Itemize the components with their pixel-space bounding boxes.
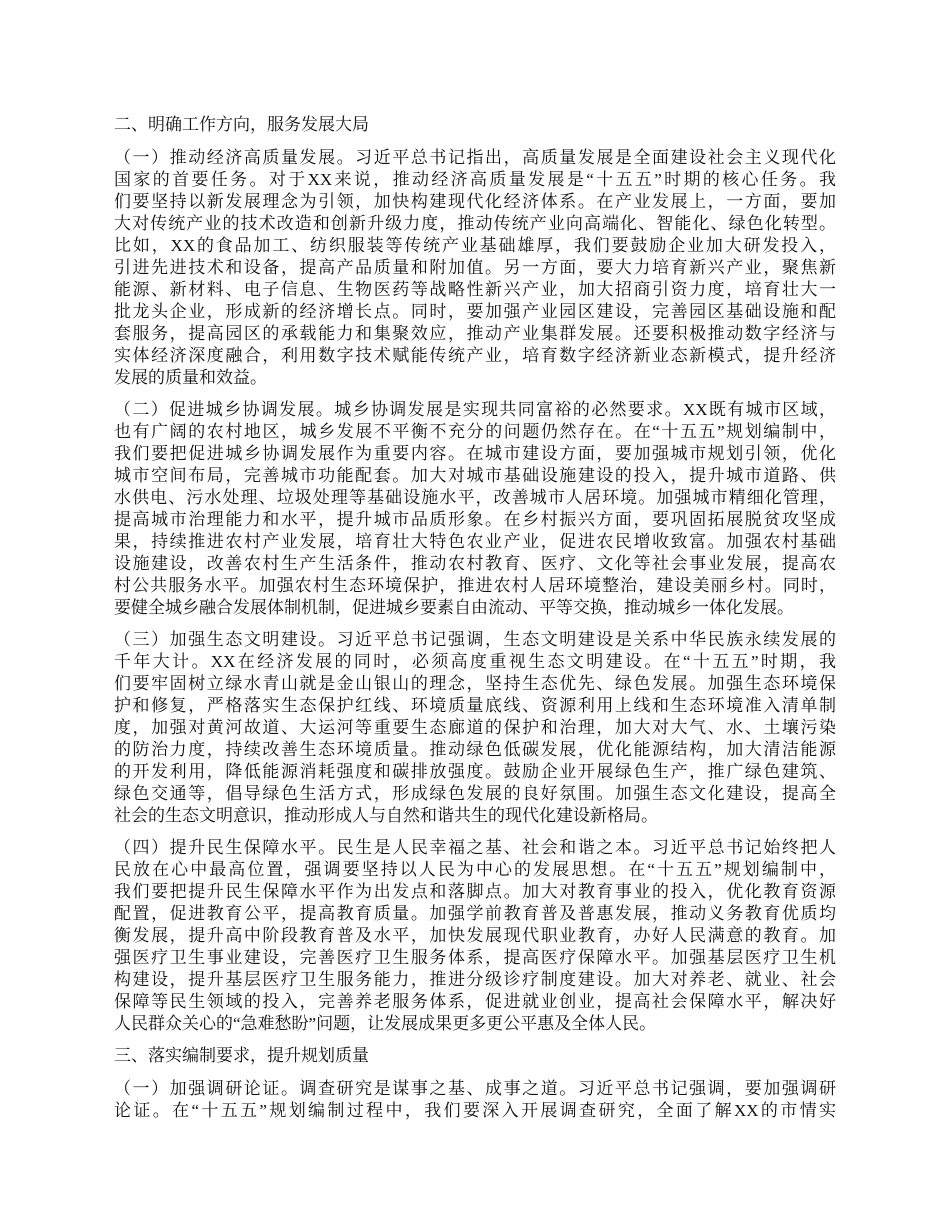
text-line: 护和修复，严格落实生态保护红线、环境质量底线、资源利用上线和生态环境准入清单制 (114, 696, 836, 715)
section-heading (114, 114, 836, 136)
text-line: 引进先进技术和设备，提高产品质量和附加值。另一方面，要大力培育新兴产业，聚焦新 (114, 258, 836, 277)
text-line: 千年大计。XX在经济发展的同时，必须高度重视生态文明建设。在“十五五”时期，我 (114, 652, 836, 671)
section-heading (114, 1045, 836, 1067)
text-line: 发展的质量和效益。 (114, 368, 267, 387)
text-line: 套服务，提高园区的承载能力和集聚效应，推动产业集群发展。还要积极推动数字经济与 (114, 324, 836, 343)
text-line: 配置，促进教育公平，提高教育质量。加强学前教育普及普惠发展，推动义务教育优质均 (114, 904, 836, 923)
text-line: 人民群众关心的“急难愁盼”问题，让发展成果更多更公平惠及全体人民。 (114, 1014, 657, 1033)
text-line: 民放在心中最高位置，强调要坚持以人民为中心的发展思想。在“十五五”规划编制中， (114, 860, 836, 879)
text-line: 我们要把促进城乡协调发展作为重要内容。在城市建设方面，要加强城市规划引领，优化 (114, 444, 836, 463)
text-line: （四）提升民生保障水平。民生是人民幸福之基、社会和谐之本。习近平总书记始终把人 (114, 838, 836, 857)
text-line: 三、落实编制要求，提升规划质量 (114, 1046, 369, 1065)
text-line: 论证。在“十五五”规划编制过程中，我们要深入开展调查研究，全面了解XX的市情实 (114, 1101, 836, 1120)
text-line: 也有广阔的农村地区，城乡发展不平衡不充分的问题仍然存在。在“十五五”规划编制中， (114, 422, 836, 441)
text-line: 衡发展，提升高中阶段教育普及水平，加快发展现代职业教育，办好人民满意的教育。加 (114, 926, 836, 945)
text-line: 构建设，提升基层医疗卫生服务能力，推进分级诊疗制度建设。加大对养老、就业、社会 (114, 970, 836, 989)
text-line: 二、明确工作方向，服务发展大局 (114, 115, 369, 134)
text-line: 实体经济深度融合，利用数字技术赋能传统产业，培育数字经济新业态新模式，提升经济 (114, 346, 836, 365)
text-line: 设施建设，改善农村生产生活条件，推动农村教育、医疗、文化等社会事业发展，提高农 (114, 554, 836, 573)
paragraph (114, 399, 836, 619)
text-line: 果，持续推进农村产业发展，培育壮大特色农业产业，促进农民增收致富。加强农村基础 (114, 532, 836, 551)
text-line: 要健全城乡融合发展体制机制，促进城乡要素自由流动、平等交换，推动城乡一体化发展。 (114, 598, 794, 617)
text-line: （二）促进城乡协调发展。城乡协调发展是实现共同富裕的必然要求。XX既有城市区域， (114, 400, 836, 419)
text-line: （一）推动经济高质量发展。习近平总书记指出，高质量发展是全面建设社会主义现代化 (114, 148, 836, 167)
paragraph (114, 629, 836, 827)
text-line: 的开发利用，降低能源消耗强度和碳排放强度。鼓励企业开展绿色生产，推广绿色建筑、 (114, 762, 836, 781)
text-line: 大对传统产业的技术改造和创新升级力度，推动传统产业向高端化、智能化、绿色化转型。 (114, 214, 836, 233)
text-line: 能源、新材料、电子信息、生物医药等战略性新兴产业，加大招商引资力度，培育壮大一 (114, 280, 836, 299)
paragraph (114, 1078, 836, 1122)
paragraph (114, 147, 836, 389)
text-line: 提高城市治理能力和水平，提升城市品质形象。在乡村振兴方面，要巩固拓展脱贫攻坚成 (114, 510, 836, 529)
text-line: 批龙头企业，形成新的经济增长点。同时，要加强产业园区建设，完善园区基础设施和配 (114, 302, 836, 321)
text-line: 我们要把提升民生保障水平作为出发点和落脚点。加大对教育事业的投入，优化教育资源 (114, 882, 836, 901)
text-line: （一）加强调研论证。调查研究是谋事之基、成事之道。习近平总书记强调，要加强调研 (114, 1079, 836, 1098)
text-line: 们要牢固树立绿水青山就是金山银山的理念，坚持生态优先、绿色发展。加强生态环境保 (114, 674, 836, 693)
text-line: 保障等民生领域的投入，完善养老服务体系，促进就业创业，提高社会保障水平，解决好 (114, 992, 836, 1011)
text-line: （三）加强生态文明建设。习近平总书记强调，生态文明建设是关系中华民族永续发展的 (114, 630, 836, 649)
text-line: 的防治力度，持续改善生态环境质量。推动绿色低碳发展，优化能源结构，加大清洁能源 (114, 740, 836, 759)
text-line: 村公共服务水平。加强农村生态环境保护，推进农村人居环境整治，建设美丽乡村。同时， (114, 576, 836, 595)
text-line: 水供电、污水处理、垃圾处理等基础设施水平，改善城市人居环境。加强城市精细化管理， (114, 488, 836, 507)
text-line: 绿色交通等，倡导绿色生活方式，形成绿色发展的良好氛围。加强生态文化建设，提高全 (114, 784, 836, 803)
paragraph (114, 837, 836, 1035)
text-line: 社会的生态文明意识，推动形成人与自然和谐共生的现代化建设新格局。 (114, 806, 658, 825)
text-line: 们要坚持以新发展理念为引领，加快构建现代化经济体系。在产业发展上，一方面，要加 (114, 192, 836, 211)
text-line: 强医疗卫生事业建设，完善医疗卫生服务体系，提高医疗保障水平。加强基层医疗卫生机 (114, 948, 836, 967)
text-line: 比如，XX的食品加工、纺织服装等传统产业基础雄厚，我们要鼓励企业加大研发投入， (114, 236, 836, 255)
text-line: 国家的首要任务。对于XX来说，推动经济高质量发展是“十五五”时期的核心任务。我 (114, 170, 836, 189)
text-line: 城市空间布局，完善城市功能配套。加大对城市基础设施建设的投入，提升城市道路、供 (114, 466, 836, 485)
document-page (114, 114, 836, 1132)
text-line: 度，加强对黄河故道、大运河等重要生态廊道的保护和治理，加大对大气、水、土壤污染 (114, 718, 836, 737)
